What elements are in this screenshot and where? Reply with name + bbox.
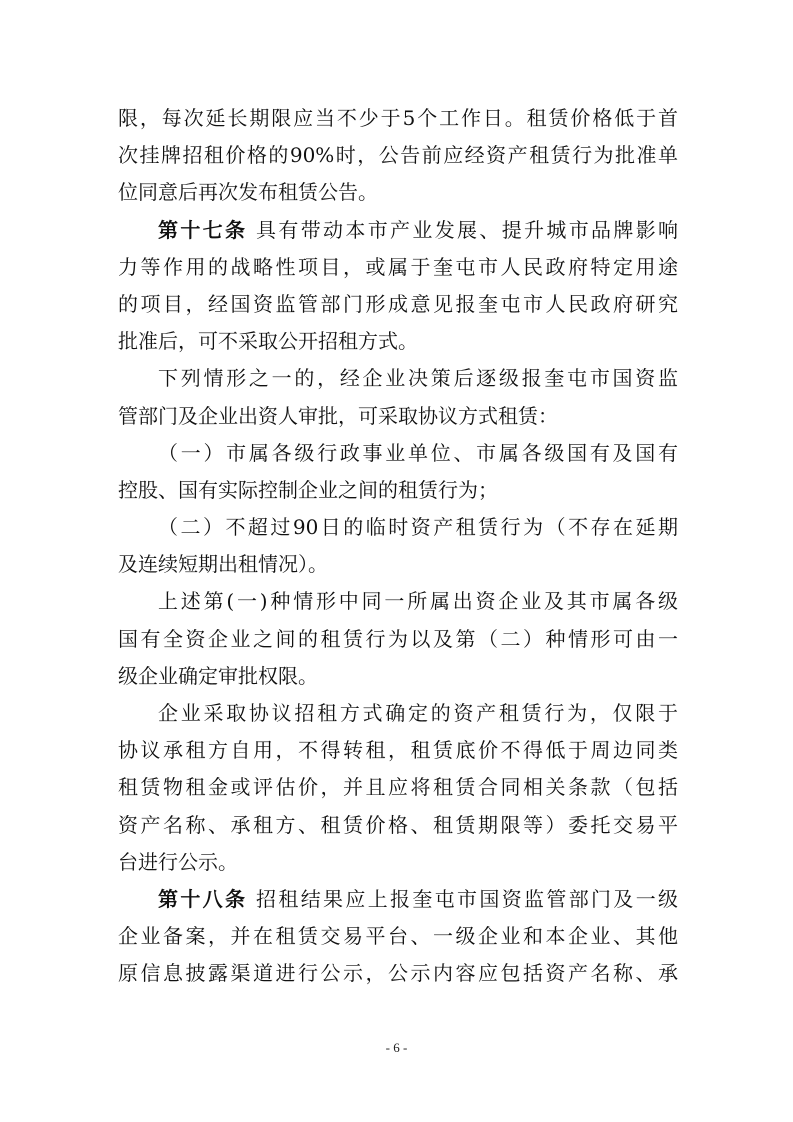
text-line <box>118 695 678 732</box>
line-text: 级企业确定审批权限。 <box>118 663 318 688</box>
line-text: 企业备案，并在租赁交易平台、一级企业和本企业、其他 <box>118 924 678 949</box>
line-text: 次挂牌招租价格的90%时，公告前应经资产租赁行为批准单 <box>118 143 678 168</box>
text-line <box>118 100 678 137</box>
line-text: 限，每次延长期限应当不少于5个工作日。租赁价格低于首 <box>118 106 678 130</box>
text-line <box>118 621 678 658</box>
text-line <box>118 286 678 323</box>
line-text: 企业采取协议招租方式确定的资产租赁行为，仅限于 <box>158 701 678 725</box>
text-line <box>118 583 678 620</box>
page-number: - 6 - <box>385 1040 408 1055</box>
text-line <box>118 509 678 546</box>
article-18-heading: 第十八条 <box>158 886 248 911</box>
line-text: （二）不超过90日的临时资产租赁行为（不存在延期 <box>158 515 678 540</box>
text-line <box>118 658 678 695</box>
line-text: 控股、国有实际控制企业之间的租赁行为； <box>118 477 498 502</box>
line-text: 具有带动本市产业发展、提升城市品牌影响 <box>256 217 679 242</box>
line-text: 台进行公示。 <box>118 849 238 874</box>
text-line <box>118 137 678 174</box>
article-17-heading: 第十七条 <box>158 217 248 242</box>
line-text: 位同意后再次发布租赁公告。 <box>118 180 378 205</box>
line-text: 下列情形之一的，经企业决策后逐级报奎屯市国资监 <box>158 366 678 391</box>
line-text: （一）市属各级行政事业单位、市属各级国有及国有 <box>158 440 678 465</box>
text-line <box>118 918 678 955</box>
line-text: 国有全资企业之间的租赁行为以及第（二）种情形可由一 <box>118 626 678 651</box>
text-line <box>118 323 678 360</box>
text-line <box>118 807 678 844</box>
article-heading-line <box>118 212 678 249</box>
line-text: 力等作用的战略性项目，或属于奎屯市人民政府特定用途 <box>118 254 678 279</box>
line-text: 租赁物租金或评估价，并且应将租赁合同相关条款（包括 <box>118 775 678 800</box>
text-line <box>118 769 678 806</box>
line-text: 的项目，经国资监管部门形成意见报奎屯市人民政府研究 <box>118 291 678 316</box>
text-line <box>118 174 678 211</box>
text-line <box>118 955 678 992</box>
text-line <box>118 398 678 435</box>
line-text: 招租结果应上报奎屯市国资监管部门及一级 <box>256 886 679 911</box>
text-line <box>118 360 678 397</box>
text-line <box>118 732 678 769</box>
line-text: 原信息披露渠道进行公示，公示内容应包括资产名称、承 <box>118 961 678 986</box>
line-text: 资产名称、承租方、租赁价格、租赁期限等）委托交易平 <box>118 812 678 837</box>
article-heading-line <box>118 881 678 918</box>
text-line <box>118 844 678 881</box>
document-body <box>118 100 678 993</box>
line-text: 批准后，可不采取公开招租方式。 <box>118 329 418 354</box>
text-line <box>118 472 678 509</box>
text-line <box>118 249 678 286</box>
line-text: 协议承租方自用，不得转租，租赁底价不得低于周边同类 <box>118 738 678 763</box>
line-text: 上述第(一)种情形中同一所属出资企业及其市属各级 <box>158 589 678 614</box>
line-text: 及连续短期出租情况）。 <box>118 552 328 577</box>
text-line <box>118 435 678 472</box>
line-text: 管部门及企业出资人审批，可采取协议方式租赁： <box>118 403 558 428</box>
text-line <box>118 546 678 583</box>
